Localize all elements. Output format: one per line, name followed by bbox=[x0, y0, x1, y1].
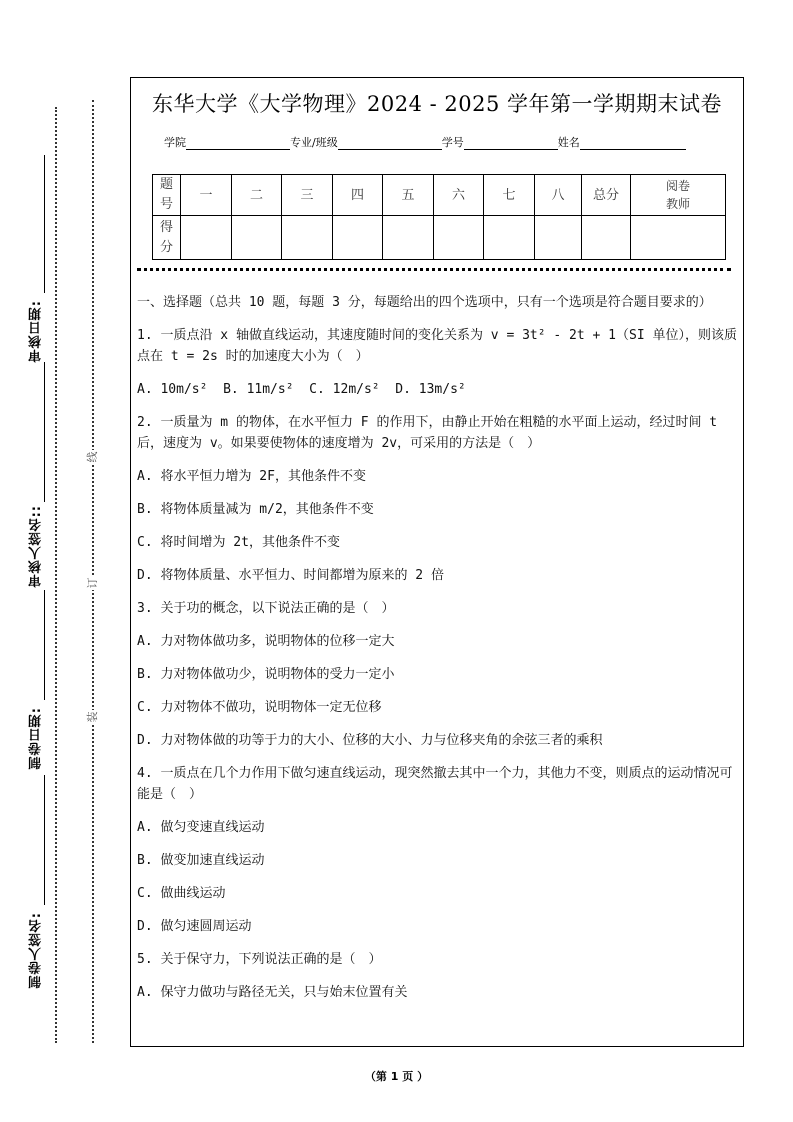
maker-signature-label: 制卷人签名: bbox=[29, 912, 44, 989]
dotted-separator bbox=[137, 268, 731, 271]
question-4-option-a: A. 做匀变速直线运动 bbox=[137, 820, 265, 835]
score-cell-4[interactable] bbox=[333, 216, 383, 260]
col-header-6: 六 bbox=[434, 175, 484, 216]
question-4-stem: 4. 一质点在几个力作用下做匀速直线运动，现突然撤去其中一个力，其他力不变，则质点的运动情况可能是（ ） bbox=[137, 766, 733, 802]
question-4-option-c: C. 做曲线运动 bbox=[137, 886, 226, 901]
question-5-stem: 5. 关于保守力，下列说法正确的是（ ） bbox=[137, 952, 382, 967]
question-3-option-b: B. 力对物体做功少，说明物体的受力一定小 bbox=[137, 667, 395, 682]
col-header-total: 总分 bbox=[582, 175, 631, 216]
question-5-option-a: A. 保守力做功与路径无关，只与始末位置有关 bbox=[137, 985, 408, 1000]
student-id-label: 学号 bbox=[441, 136, 464, 149]
score-table-header-row bbox=[153, 175, 726, 216]
question-2-option-a: A. 将水平恒力增为 2F，其他条件不变 bbox=[137, 469, 366, 484]
binding-mark-line: 线 bbox=[86, 451, 99, 463]
question-1-stem: 1. 一质点沿 x 轴做直线运动，其速度随时间的变化关系为 v = 3t² - 2t + 1（SI 单位），则该质点在 t = 2s 时的加速度大小为（ ） bbox=[137, 328, 737, 364]
score-cell-total[interactable] bbox=[582, 216, 631, 260]
score-label: 得 分 bbox=[153, 216, 181, 260]
name-label: 姓名 bbox=[557, 136, 580, 149]
binding-mark-staple: 订 bbox=[86, 577, 99, 589]
score-table-score-row bbox=[153, 216, 726, 260]
exam-frame bbox=[130, 77, 744, 1047]
col-header-grader: 阅卷 教师 bbox=[631, 175, 726, 216]
score-cell-2[interactable] bbox=[232, 216, 282, 260]
score-cell-5[interactable] bbox=[383, 216, 434, 260]
exam-content bbox=[137, 292, 741, 1015]
binding-dotted-line-inner bbox=[92, 100, 94, 1043]
section-heading: 一、选择题（总共 10 题，每题 3 分，每题给出的四个选项中，只有一个选项是符合题目要求的） bbox=[137, 295, 712, 310]
student-id-field[interactable] bbox=[464, 137, 558, 150]
name-field[interactable] bbox=[580, 137, 686, 150]
score-cell-6[interactable] bbox=[434, 216, 484, 260]
col-header-1: 一 bbox=[181, 175, 232, 216]
college-field[interactable] bbox=[186, 137, 290, 150]
question-4-option-b: B. 做变加速直线运动 bbox=[137, 853, 265, 868]
binding-mark-bind: 装 bbox=[86, 711, 99, 723]
question-2-stem: 2. 一质量为 m 的物体，在水平恒力 F 的作用下，由静止开始在粗糙的水平面上运动，经过时间 t 后，速度为 v。如果要使物体的速度增为 2v，可采用的方法是（ ） bbox=[137, 415, 718, 451]
question-3-option-c: C. 力对物体不做功，说明物体一定无位移 bbox=[137, 700, 382, 715]
question-1-options: A. 10m/s² B. 11m/s² C. 12m/s² D. 13m/s² bbox=[137, 382, 466, 397]
major-class-label: 专业/班级 bbox=[290, 136, 338, 149]
score-cell-3[interactable] bbox=[282, 216, 333, 260]
question-2-option-d: D. 将物体质量、水平恒力、时间都增为原来的 2 倍 bbox=[137, 568, 444, 583]
score-table bbox=[152, 174, 726, 260]
review-date-line-lower bbox=[44, 362, 45, 502]
score-cell-grader[interactable] bbox=[631, 216, 726, 260]
page-number: （第 1 页 ） bbox=[364, 1070, 429, 1083]
review-date-line bbox=[44, 155, 45, 293]
question-2-option-c: C. 将时间增为 2t，其他条件不变 bbox=[137, 535, 340, 550]
question-3-option-a: A. 力对物体做功多，说明物体的位移一定大 bbox=[137, 634, 395, 649]
question-3-stem: 3. 关于功的概念，以下说法正确的是（ ） bbox=[137, 601, 395, 616]
reviewer-sign-line-lower bbox=[44, 590, 45, 700]
col-header-7: 七 bbox=[484, 175, 535, 216]
col-header-2: 二 bbox=[232, 175, 282, 216]
col-header-5: 五 bbox=[383, 175, 434, 216]
score-cell-7[interactable] bbox=[484, 216, 535, 260]
review-date-label: 审核日期: bbox=[29, 300, 44, 363]
maker-date-line-lower bbox=[44, 775, 45, 905]
reviewer-signature-label: 审核人签名:: bbox=[29, 505, 44, 588]
col-header-4: 四 bbox=[333, 175, 383, 216]
question-2-option-b: B. 将物体质量减为 m/2，其他条件不变 bbox=[137, 502, 374, 517]
question-3-option-d: D. 力对物体做的功等于力的大小、位移的大小、力与位移夹角的余弦三者的乘积 bbox=[137, 733, 603, 748]
college-label: 学院 bbox=[164, 136, 186, 149]
student-info-row bbox=[164, 134, 686, 150]
question-number-label: 题 号 bbox=[153, 175, 181, 216]
score-cell-1[interactable] bbox=[181, 216, 232, 260]
binding-dotted-line-outer bbox=[55, 107, 57, 1043]
score-cell-8[interactable] bbox=[535, 216, 582, 260]
question-4-option-d: D. 做匀速圆周运动 bbox=[137, 919, 252, 934]
col-header-8: 八 bbox=[535, 175, 582, 216]
col-header-3: 三 bbox=[282, 175, 333, 216]
major-class-field[interactable] bbox=[338, 137, 442, 150]
exam-title: 东华大学《大学物理》2024 - 2025 学年第一学期期末试卷 bbox=[151, 92, 722, 116]
maker-date-label: 制卷日期: bbox=[29, 707, 44, 770]
